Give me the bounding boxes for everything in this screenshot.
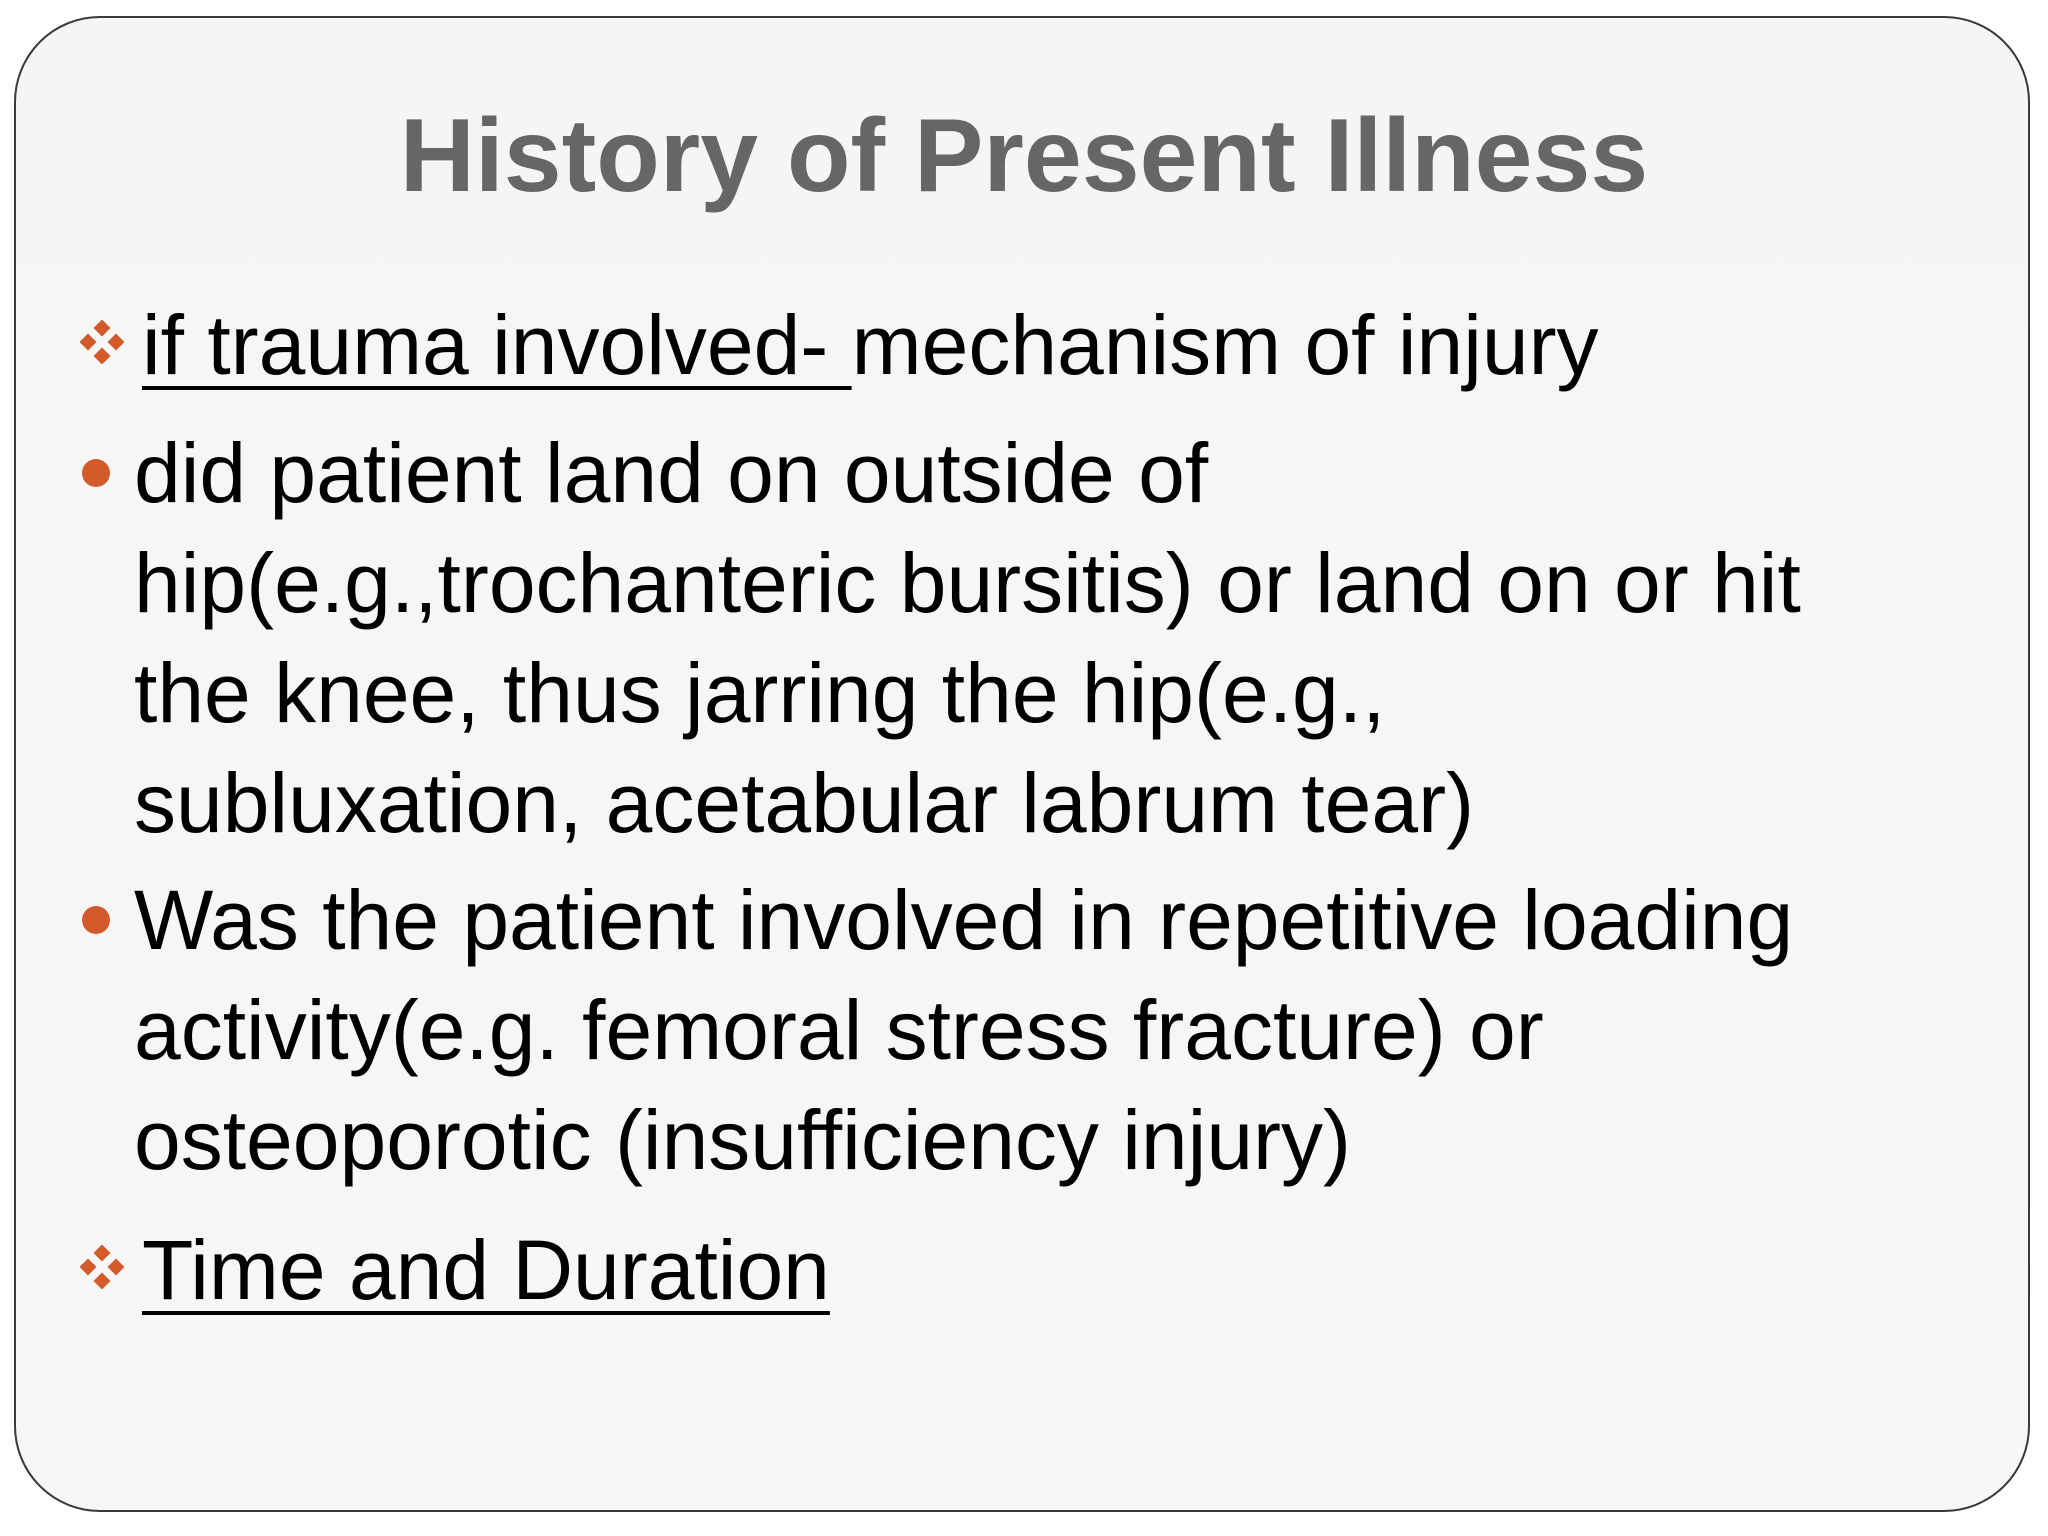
item-line: Was the patient involved in repetitive loading <box>134 873 1794 967</box>
item-line: hip(e.g.,trochanteric bursitis) or land on or hit <box>134 536 1801 630</box>
time-duration-heading: Time and Duration <box>142 1223 830 1317</box>
trauma-heading: if trauma involved- <box>142 298 852 392</box>
item-line: subluxation, acetabular labrum tear) <box>134 756 1475 850</box>
round-bullet-icon <box>82 906 110 934</box>
trauma-detail: mechanism of injury <box>851 298 1599 392</box>
round-bullet-icon <box>82 459 110 487</box>
item-line: activity(e.g. femoral stress fracture) or <box>134 983 1544 1077</box>
diamond-bullet-icon <box>80 1245 124 1289</box>
item-line: the knee, thus jarring the hip(e.g., <box>134 646 1386 740</box>
diamond-bullet-icon <box>80 320 124 364</box>
slide-title: History of Present Illness <box>399 98 1649 214</box>
item-line: did patient land on outside of <box>134 426 1209 520</box>
item-line: osteoporotic (insufficiency injury) <box>134 1093 1351 1187</box>
